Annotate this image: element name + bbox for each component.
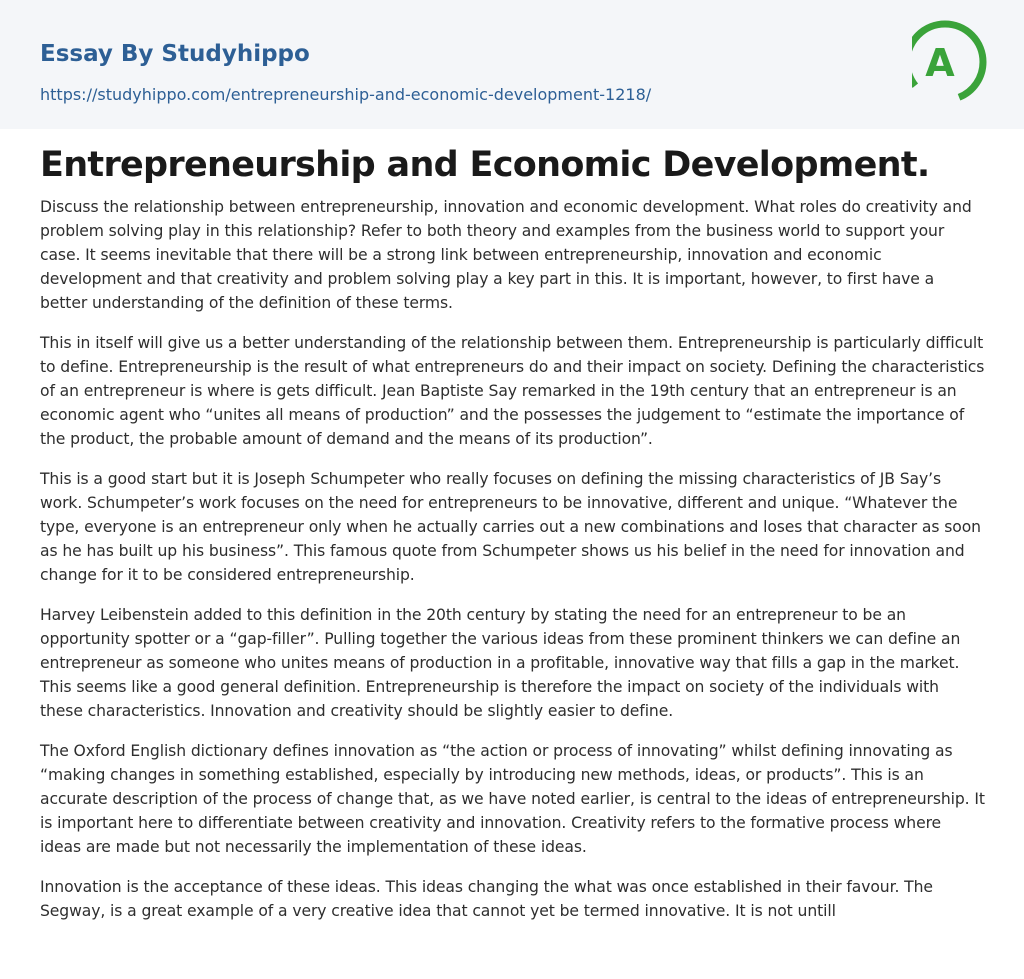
essay-paragraph: This in itself will give us a better understanding of the relationship between them. Entrepreneurship is particularly difficult to define. Entrepreneurship is the result of what entrepreneurs do and their impact on society. Defining the characteristics of an entrepreneur is where is gets difficult. Jean Baptiste Say remarked in the 19th century that an entrepreneur is an economic agent who “unites all means of production” and the possesses the judgement to “estimate the importance of the product, the probable amount of demand and the means of its production”. [40, 334, 985, 448]
source-url-link[interactable]: https://studyhippo.com/entrepreneurship-and-economic-development-1218/ [40, 85, 652, 104]
site-header [0, 0, 1024, 129]
essay-body [40, 195, 986, 939]
essay-paragraph: Innovation is the acceptance of these ideas. This ideas changing the what was once established in their favour. The Segway, is a great example of a very creative idea that cannot yet be termed innovative. It is not untill [40, 878, 933, 920]
essay-paragraph: Discuss the relationship between entrepreneurship, innovation and economic development. What roles do creativity and problem solving play in this relationship? Refer to both theory and examples from the business world to support your case. It seems inevitable that there will be a strong link between entrepreneurship, innovation and economic development and that creativity and problem solving play a key part in this. It is important, however, to first have a better understanding of the definition of these terms. [40, 198, 972, 312]
site-logo-icon[interactable] [912, 19, 988, 105]
essay-title: Entrepreneurship and Economic Development. [40, 145, 930, 185]
essay-paragraph: This is a good start but it is Joseph Schumpeter who really focuses on defining the missing characteristics of JB Say’s work. Schumpeter’s work focuses on the need for entrepreneurs to be innovative, different and unique. “Whatever the type, everyone is an entrepreneur only when he actually carries out a new combinations and loses that character as soon as he has built up his business”. This famous quote from Schumpeter shows us his belief in the need for innovation and change for it to be considered entrepreneurship. [40, 470, 981, 584]
site-brand[interactable]: Essay By Studyhippo [40, 41, 310, 67]
essay-paragraph: The Oxford English dictionary defines innovation as “the action or process of innovating” whilst defining innovating as “making changes in something established, especially by introducing new methods, ideas, or products”. This is an accurate description of the process of change that, as we have noted earlier, is central to the ideas of entrepreneurship. It is important here to differentiate between creativity and innovation. Creativity refers to the formative process where ideas are made but not necessarily the implementation of these ideas. [40, 742, 985, 856]
logo-letter: A [925, 41, 955, 85]
essay-paragraph: Harvey Leibenstein added to this definition in the 20th century by stating the need for an entrepreneur to be an opportunity spotter or a “gap-filler”. Pulling together the various ideas from these prominent thinkers we can define an entrepreneur as someone who unites means of production in a profitable, innovative way that fills a gap in the market. This seems like a good general definition. Entrepreneurship is therefore the impact on society of the individuals with these characteristics. Innovation and creativity should be slightly easier to define. [40, 606, 961, 720]
